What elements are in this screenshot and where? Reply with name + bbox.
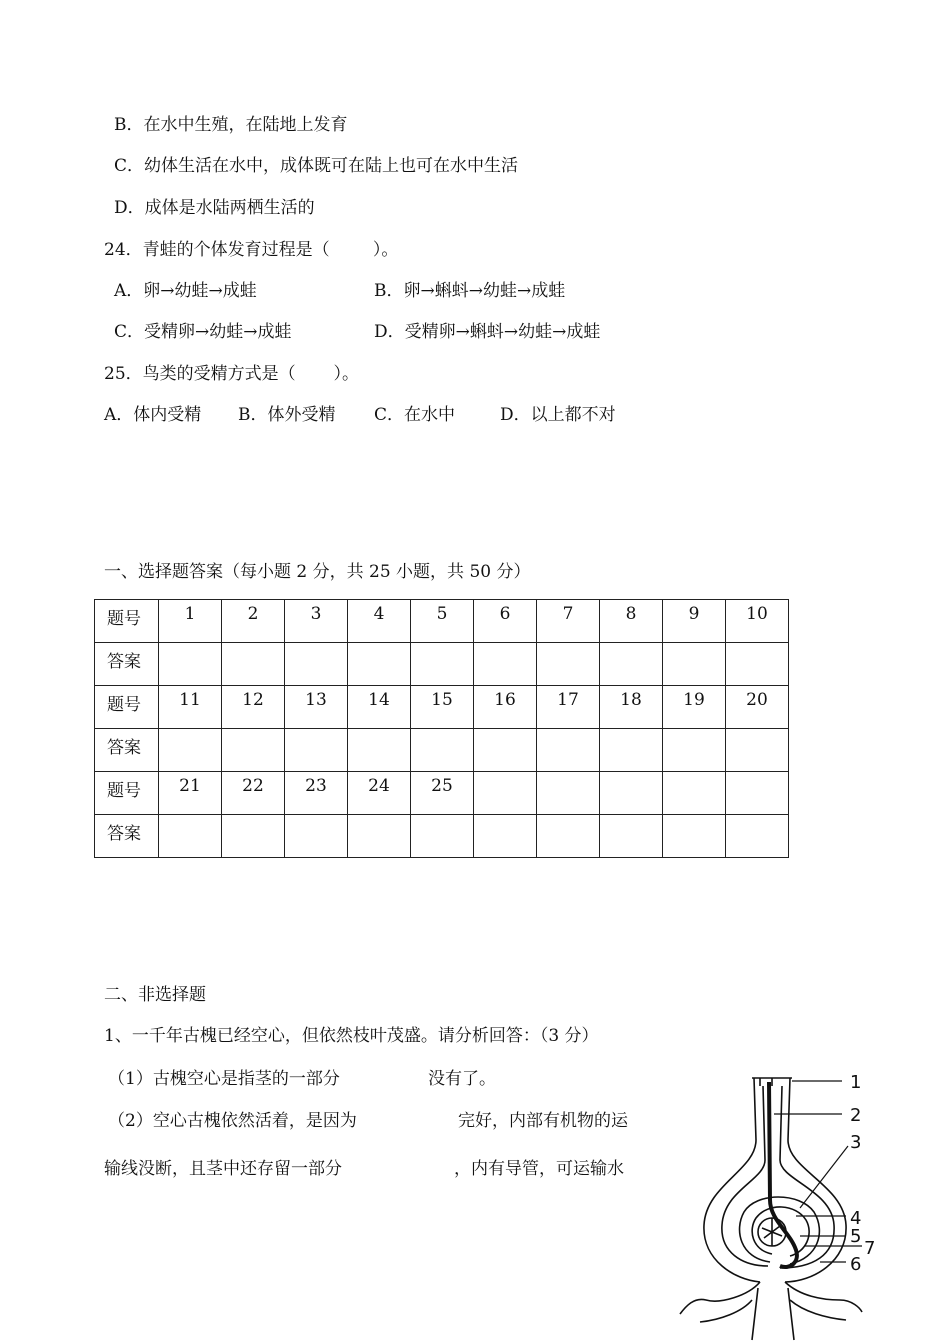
row-label-answer: 答案	[95, 729, 159, 772]
question-number-cell: 5	[411, 600, 474, 643]
q1-part1-text-end: 没有了。	[428, 1069, 496, 1089]
row-label-answer: 答案	[95, 815, 159, 858]
q25-option-c: C．在水中	[374, 405, 456, 425]
question-number-cell: 6	[474, 600, 537, 643]
answer-cell[interactable]	[663, 815, 726, 858]
answer-cell[interactable]	[726, 729, 789, 772]
answer-cell[interactable]	[600, 815, 663, 858]
answer-cell[interactable]	[726, 643, 789, 686]
section2-title: 二、非选择题	[104, 985, 206, 1005]
answer-cell[interactable]	[222, 643, 285, 686]
table-row	[95, 772, 789, 815]
question-number-cell: 11	[159, 686, 222, 729]
q24-option-a: A．卵→幼蛙→成蛙	[114, 281, 257, 301]
row-label-number: 题号	[95, 686, 159, 729]
question-number-cell: 2	[222, 600, 285, 643]
q1-part1-text: （1）古槐空心是指茎的一部分	[108, 1069, 340, 1089]
question-number-cell: 3	[285, 600, 348, 643]
table-row	[95, 600, 789, 643]
q1-part2-line2: 输线没断，且茎中还存留一部分	[104, 1159, 342, 1179]
figure-label-7: 7	[864, 1238, 876, 1259]
table-row	[95, 815, 789, 858]
q25-stem: 25．鸟类的受精方式是（ ）。	[104, 364, 359, 384]
question-number-cell: 22	[222, 772, 285, 815]
question-number-cell: 19	[663, 686, 726, 729]
q23-option-d: D．成体是水陆两栖生活的	[114, 198, 315, 218]
question-number-cell: 17	[537, 686, 600, 729]
q1-part2-text-cont: 完好，内部有机物的运	[458, 1111, 628, 1131]
answer-cell[interactable]	[663, 643, 726, 686]
figure-label-1: 1	[850, 1072, 862, 1093]
question-number-cell: 8	[600, 600, 663, 643]
question-number-cell: 14	[348, 686, 411, 729]
figure-label-3: 3	[850, 1132, 862, 1153]
q24-stem: 24．青蛙的个体发育过程是（ ）。	[104, 240, 399, 260]
q1-stem: 1、一千年古槐已经空心，但依然枝叶茂盛。请分析回答：（3 分）	[104, 1026, 599, 1046]
question-number-cell: 25	[411, 772, 474, 815]
question-number-cell: 15	[411, 686, 474, 729]
answer-cell[interactable]	[537, 729, 600, 772]
question-number-cell: 7	[537, 600, 600, 643]
row-label-number: 题号	[95, 772, 159, 815]
answer-cell[interactable]	[474, 815, 537, 858]
answer-cell[interactable]	[159, 815, 222, 858]
question-number-cell: 18	[600, 686, 663, 729]
q24-option-c: C．受精卵→幼蛙→成蛙	[114, 322, 292, 342]
question-number-cell: 13	[285, 686, 348, 729]
table-row	[95, 643, 789, 686]
q25-option-b: B．体外受精	[238, 405, 336, 425]
answer-cell[interactable]	[285, 815, 348, 858]
answer-table	[94, 599, 789, 858]
q24-option-d: D．受精卵→蝌蚪→幼蛙→成蛙	[374, 322, 601, 342]
q23-option-c: C．幼体生活在水中，成体既可在陆上也可在水中生活	[114, 156, 519, 176]
question-number-cell: 10	[726, 600, 789, 643]
question-number-cell: 16	[474, 686, 537, 729]
figure-label-4: 4	[850, 1208, 862, 1229]
seed-diagram-figure	[670, 1068, 876, 1342]
section1-title: 一、选择题答案（每小题 2 分，共 25 小题，共 50 分）	[104, 562, 531, 582]
question-number-cell	[474, 772, 537, 815]
answer-cell[interactable]	[411, 729, 474, 772]
question-number-cell	[663, 772, 726, 815]
answer-cell[interactable]	[222, 815, 285, 858]
row-label-answer: 答案	[95, 643, 159, 686]
question-number-cell: 4	[348, 600, 411, 643]
answer-cell[interactable]	[159, 643, 222, 686]
q1-part2-line2-end: ，内有导管，可运输水	[454, 1159, 624, 1179]
answer-cell[interactable]	[537, 643, 600, 686]
answer-cell[interactable]	[285, 643, 348, 686]
q1-part2-text: （2）空心古槐依然活着，是因为	[108, 1111, 357, 1131]
answer-cell[interactable]	[663, 729, 726, 772]
answer-cell[interactable]	[474, 729, 537, 772]
answer-cell[interactable]	[600, 729, 663, 772]
answer-cell[interactable]	[600, 643, 663, 686]
answer-cell[interactable]	[222, 729, 285, 772]
question-number-cell: 1	[159, 600, 222, 643]
answer-cell[interactable]	[726, 815, 789, 858]
answer-cell[interactable]	[411, 815, 474, 858]
question-number-cell	[537, 772, 600, 815]
question-number-cell: 12	[222, 686, 285, 729]
table-row	[95, 686, 789, 729]
question-number-cell: 9	[663, 600, 726, 643]
q25-option-d: D．以上都不对	[500, 405, 616, 425]
figure-label-5: 5	[850, 1226, 862, 1247]
question-number-cell	[600, 772, 663, 815]
question-number-cell: 23	[285, 772, 348, 815]
q25-option-a: A．体内受精	[104, 405, 202, 425]
q23-option-b: B．在水中生殖，在陆地上发育	[114, 115, 348, 135]
answer-cell[interactable]	[348, 815, 411, 858]
figure-label-2: 2	[850, 1105, 862, 1126]
q24-option-b: B．卵→蝌蚪→幼蛙→成蛙	[374, 281, 566, 301]
question-number-cell	[726, 772, 789, 815]
answer-cell[interactable]	[537, 815, 600, 858]
answer-cell[interactable]	[285, 729, 348, 772]
question-number-cell: 21	[159, 772, 222, 815]
question-number-cell: 20	[726, 686, 789, 729]
answer-cell[interactable]	[348, 729, 411, 772]
answer-cell[interactable]	[474, 643, 537, 686]
question-number-cell: 24	[348, 772, 411, 815]
answer-cell[interactable]	[411, 643, 474, 686]
answer-cell[interactable]	[159, 729, 222, 772]
table-row	[95, 729, 789, 772]
figure-label-6: 6	[850, 1254, 862, 1275]
row-label-number: 题号	[95, 600, 159, 643]
answer-cell[interactable]	[348, 643, 411, 686]
